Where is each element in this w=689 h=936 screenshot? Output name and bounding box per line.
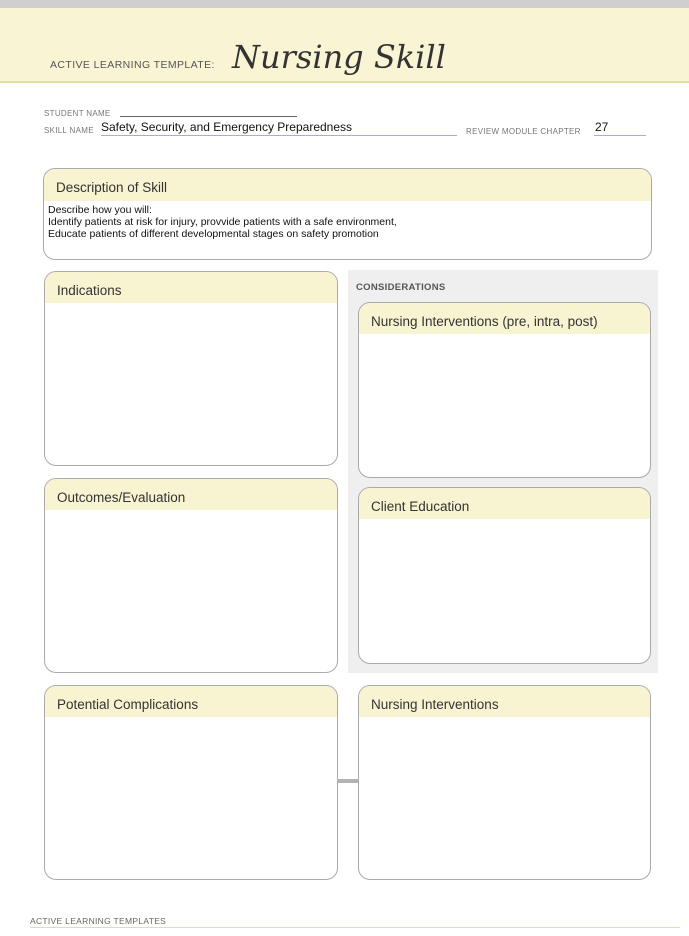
student-name-label: STUDENT NAME xyxy=(44,109,111,118)
skill-name-underline xyxy=(101,135,457,136)
description-line: Describe how you will: xyxy=(48,204,152,216)
top-bar xyxy=(0,0,689,8)
student-name-field[interactable] xyxy=(120,116,297,117)
outcomes-box[interactable] xyxy=(44,478,338,673)
connector-bar xyxy=(337,779,358,783)
considerations-label: CONSIDERATIONS xyxy=(356,282,446,293)
client-education-box[interactable] xyxy=(358,487,651,664)
footer-label: ACTIVE LEARNING TEMPLATES xyxy=(30,916,167,926)
review-module-value[interactable]: 27 xyxy=(595,120,609,134)
outcomes-heading: Outcomes/Evaluation xyxy=(45,479,337,510)
nursing-interventions-periop-box[interactable] xyxy=(358,302,651,478)
potential-complications-box[interactable] xyxy=(44,685,338,880)
client-education-heading: Client Education xyxy=(359,488,650,519)
review-module-underline xyxy=(594,135,646,136)
description-body[interactable] xyxy=(44,201,651,243)
skill-name-label: SKILL NAME xyxy=(44,126,94,135)
review-module-label: REVIEW MODULE CHAPTER xyxy=(466,127,581,136)
page-title: Nursing Skill xyxy=(232,38,446,76)
potential-complications-heading: Potential Complications xyxy=(45,686,337,717)
description-line: Identify patients at risk for injury, provvide patients with a safe environment, xyxy=(48,216,397,228)
skill-name-value[interactable]: Safety, Security, and Emergency Preparedness xyxy=(101,120,353,134)
nursing-interventions-box[interactable] xyxy=(358,685,651,880)
description-box xyxy=(43,168,652,260)
header-label: ACTIVE LEARNING TEMPLATE: xyxy=(50,59,215,71)
description-line: Educate patients of different developmental stages on safety promotion xyxy=(48,228,379,240)
description-heading: Description of Skill xyxy=(44,169,651,201)
nursing-interventions-periop-heading: Nursing Interventions (pre, intra, post) xyxy=(359,303,650,334)
indications-box[interactable] xyxy=(44,271,338,466)
footer-divider xyxy=(30,927,680,928)
indications-heading: Indications xyxy=(45,272,337,303)
nursing-interventions-heading: Nursing Interventions xyxy=(359,686,650,717)
